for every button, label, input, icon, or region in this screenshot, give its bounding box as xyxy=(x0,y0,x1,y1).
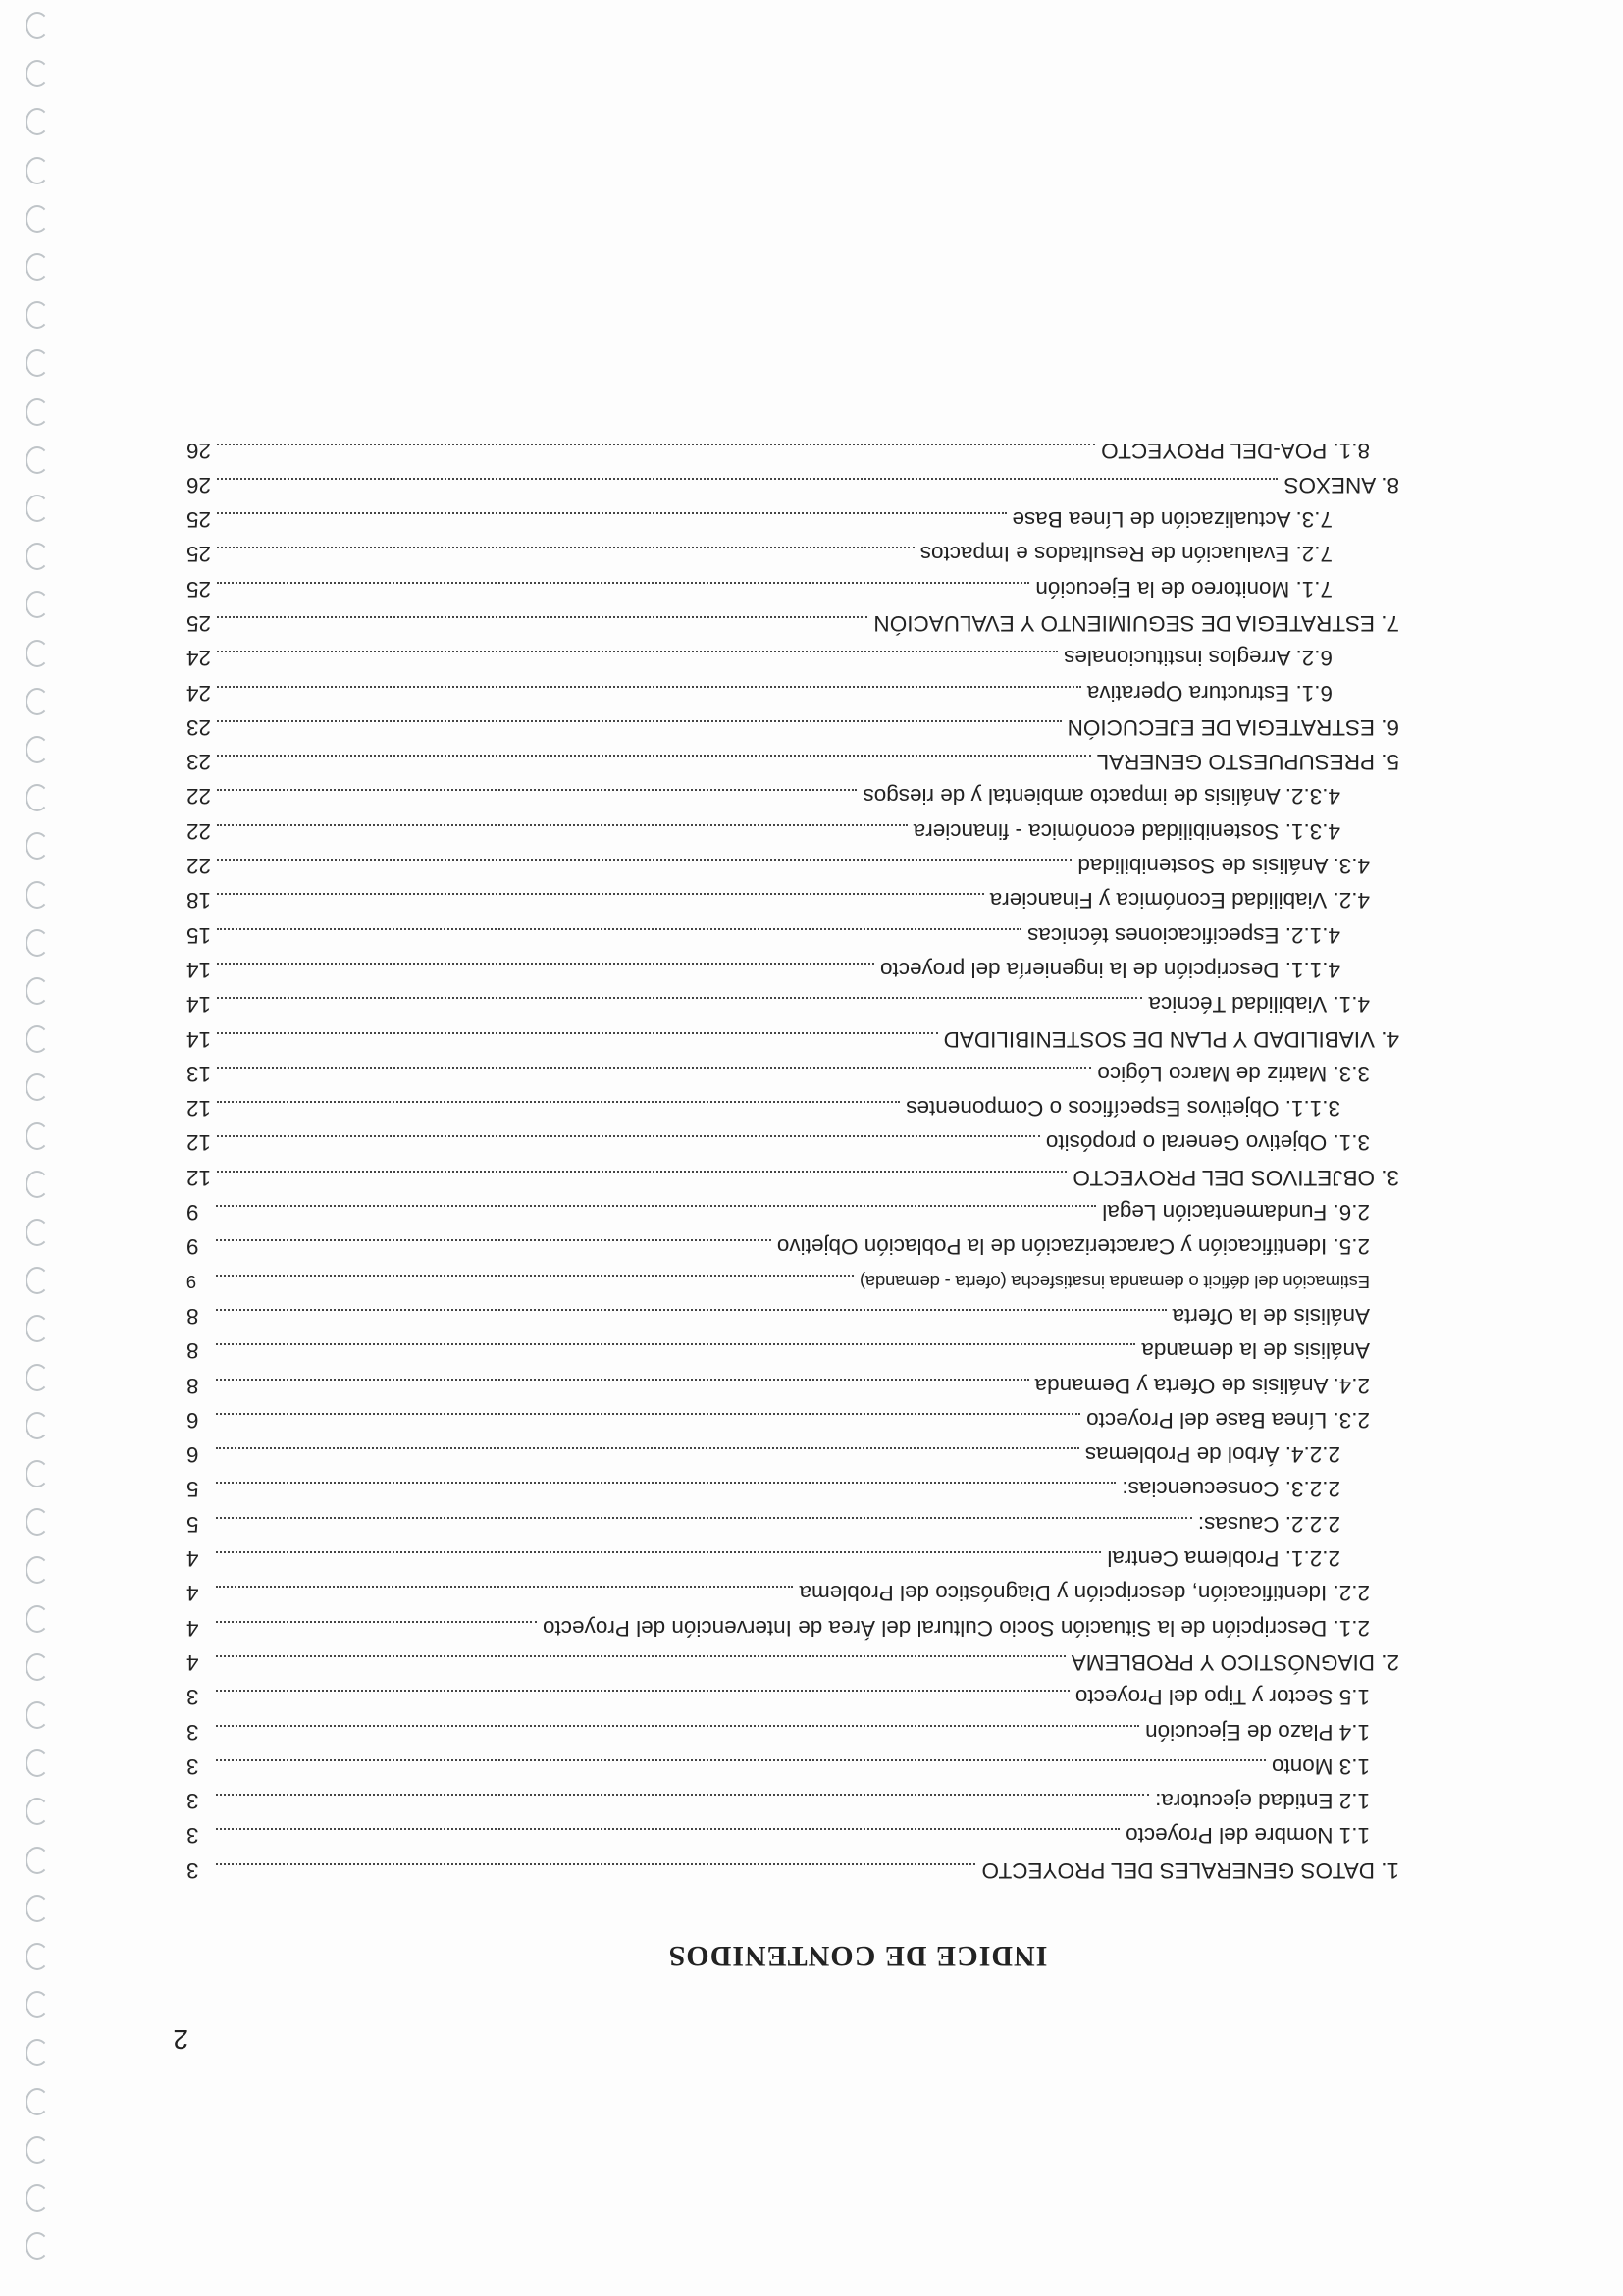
toc-entry xyxy=(186,1303,1399,1337)
toc-entry-page: 13 xyxy=(186,1061,212,1086)
toc-entry xyxy=(186,1719,1399,1753)
toc-leader-dots xyxy=(217,755,1091,757)
toc-leader-dots xyxy=(216,1275,854,1278)
toc-entry-label: 5. PRESUPUESTO GENERAL xyxy=(1096,750,1399,775)
toc-entry-page: 9 xyxy=(186,1200,199,1226)
toc-entry-label: 7.1. Monitoreo de la Ejecución xyxy=(1035,576,1333,601)
toc-entry xyxy=(186,506,1399,541)
toc-entry xyxy=(186,1373,1399,1407)
toc-entry-label: 3.3. Matriz de Marco Lógico xyxy=(1097,1061,1370,1086)
toc-leader-dots xyxy=(216,1725,1139,1728)
toc-leader-dots xyxy=(217,1135,1040,1138)
toc-entry-label: 1.2 Entidad ejecutora: xyxy=(1155,1789,1370,1814)
toc-entry xyxy=(186,610,1399,645)
toc-entry-label: 4.2. Viabilidad Económica y Financiera xyxy=(989,888,1370,913)
toc-entry-page: 9 xyxy=(186,1271,197,1292)
toc-leader-dots xyxy=(217,1101,900,1104)
toc-entry xyxy=(186,1337,1399,1372)
toc-entry-label: 2.5. Identificación y Caracterización de la Población Objetivo xyxy=(776,1234,1370,1260)
toc-entry-label: 2.2. Identificación, descripción y Diagnóstico del Problema xyxy=(799,1581,1370,1606)
toc-entry xyxy=(186,957,1399,991)
toc-entry-label: 8.1. POA-DEL PROYECTO xyxy=(1101,438,1370,463)
toc-leader-dots xyxy=(216,1863,975,1866)
toc-leader-dots xyxy=(217,928,1021,931)
toc-entry-label: 3.1.1. Objetivos Específicos o Componentes xyxy=(906,1096,1340,1122)
toc-entry-page: 3 xyxy=(186,1857,199,1883)
toc-entry xyxy=(186,784,1399,818)
toc-entry-label: 8. ANEXOS xyxy=(1283,472,1399,497)
toc-entry xyxy=(186,472,1399,506)
toc-leader-dots xyxy=(216,1239,771,1242)
toc-entry-page: 4 xyxy=(186,1615,199,1641)
toc-leader-dots xyxy=(216,1205,1096,1208)
toc-entry xyxy=(186,887,1399,921)
toc-leader-dots xyxy=(217,1171,1067,1174)
toc-leader-dots xyxy=(217,651,1058,653)
toc-leader-dots xyxy=(217,790,857,793)
toc-leader-dots xyxy=(216,1343,1135,1346)
toc-entry xyxy=(186,853,1399,887)
toc-entry-page: 22 xyxy=(186,854,212,879)
toc-leader-dots xyxy=(216,1413,1080,1416)
toc-entry-page: 25 xyxy=(186,611,212,637)
toc-entry xyxy=(186,680,1399,714)
toc-entry-page: 4 xyxy=(186,1581,199,1606)
toc-entry-label: Análisis de la Oferta xyxy=(1172,1303,1370,1329)
toc-entry-page: 3 xyxy=(186,1823,199,1849)
toc-leader-dots xyxy=(217,686,1081,689)
toc-entry-page: 6 xyxy=(186,1442,199,1468)
toc-entry-label: 6.2. Arreglos institucionales xyxy=(1064,646,1333,671)
toc-entry-label: 2.1. Descripción de la Situación Socio Cultural del Área de Intervención del Proyecto xyxy=(543,1615,1370,1641)
toc-entry-label: 4.1. Viabilidad Técnica xyxy=(1148,992,1370,1018)
toc-entry-label: Análisis de la demanda xyxy=(1141,1338,1370,1364)
toc-entry-label: 2.2.4. Árbol de Problemas xyxy=(1084,1442,1340,1468)
toc-leader-dots xyxy=(216,1447,1079,1450)
toc-entry-label: 2.2.2. Causas: xyxy=(1197,1511,1340,1537)
toc-entry-page: 9 xyxy=(186,1234,199,1260)
toc-entry xyxy=(186,922,1399,957)
toc-entry xyxy=(186,1788,1399,1822)
toc-entry-page: 15 xyxy=(186,922,212,948)
toc-entry xyxy=(186,1407,1399,1441)
toc-entry-page: 26 xyxy=(186,438,212,463)
toc-entry-page: 5 xyxy=(186,1511,199,1537)
toc-leader-dots xyxy=(217,478,1278,481)
toc-entry-label: 1.1 Nombre del Proyecto xyxy=(1126,1823,1370,1849)
toc-entry xyxy=(186,1233,1399,1268)
toc-leader-dots xyxy=(216,1828,1120,1831)
toc-entry xyxy=(186,749,1399,783)
toc-entry-page: 12 xyxy=(186,1096,212,1122)
toc-entry-page: 22 xyxy=(186,818,212,844)
toc-entry xyxy=(186,1580,1399,1614)
toc-entry-label: 2.3. Línea Base del Proyecto xyxy=(1086,1407,1370,1433)
toc-entry-page: 5 xyxy=(186,1477,199,1502)
toc-entry xyxy=(186,541,1399,575)
toc-entry xyxy=(186,1545,1399,1580)
toc-leader-dots xyxy=(216,1379,1029,1382)
toc-entry-page: 3 xyxy=(186,1789,199,1814)
toc-entry-page: 14 xyxy=(186,1026,212,1052)
toc-entry-label: 6. ESTRATEGIA DE EJECUCIÓN xyxy=(1067,714,1399,740)
toc-entry-page: 14 xyxy=(186,957,212,982)
toc-leader-dots xyxy=(217,859,1072,861)
page-number: 2 xyxy=(173,2024,188,2055)
toc-leader-dots xyxy=(216,1551,1101,1554)
toc-leader-dots xyxy=(217,616,867,619)
toc-entry-page: 25 xyxy=(186,542,212,567)
toc-entry xyxy=(186,1753,1399,1788)
toc-leader-dots xyxy=(217,824,908,827)
toc-entry-page: 8 xyxy=(186,1303,199,1329)
toc-entry-label: 4.3.1. Sostenibilidad económica - financiera xyxy=(913,818,1340,844)
toc-leader-dots xyxy=(216,1655,1066,1658)
toc-leader-dots xyxy=(216,1517,1192,1520)
toc-leader-dots xyxy=(216,1482,1116,1485)
toc-leader-dots xyxy=(216,1759,1266,1762)
toc-entry-page: 26 xyxy=(186,472,212,497)
toc-entry-page: 14 xyxy=(186,992,212,1018)
toc-leader-dots xyxy=(217,997,1142,1000)
toc-entry-label: 2.2.3. Consecuencias: xyxy=(1122,1477,1340,1502)
toc-entry-page: 18 xyxy=(186,888,212,913)
toc-entry-page: 3 xyxy=(186,1719,199,1745)
toc-entry xyxy=(186,1615,1399,1649)
toc-entry-page: 22 xyxy=(186,784,212,809)
table-of-contents xyxy=(186,438,1399,1892)
toc-leader-dots xyxy=(217,1032,938,1035)
toc-entry-label: 1.3 Monto xyxy=(1271,1753,1370,1779)
toc-leader-dots xyxy=(217,547,915,549)
toc-entry-page: 12 xyxy=(186,1165,212,1190)
toc-entry xyxy=(186,1199,1399,1233)
toc-entry xyxy=(186,1649,1399,1684)
toc-entry xyxy=(186,1165,1399,1199)
toc-entry-label: 6.1. Estructura Operativa xyxy=(1086,680,1333,705)
toc-entry-label: 1.4 Plazo de Ejecución xyxy=(1145,1719,1370,1745)
toc-entry-page: 24 xyxy=(186,680,212,705)
toc-leader-dots xyxy=(216,1621,537,1624)
toc-entry-label: 3.1. Objetivo General o propósito xyxy=(1045,1130,1370,1156)
toc-entry xyxy=(186,1822,1399,1856)
toc-entry-label: 1.5 Sector y Tipo del Proyecto xyxy=(1074,1685,1370,1710)
toc-leader-dots xyxy=(217,720,1062,723)
toc-entry-page: 4 xyxy=(186,1546,199,1572)
toc-entry-page: 23 xyxy=(186,714,212,740)
toc-entry xyxy=(186,714,1399,749)
toc-entry-label: 7.2. Evaluación de Resultados e Impactos xyxy=(919,542,1333,567)
toc-leader-dots xyxy=(216,1309,1167,1312)
toc-leader-dots xyxy=(216,1690,1070,1693)
toc-entry-page: 8 xyxy=(186,1373,199,1398)
toc-entry xyxy=(186,1095,1399,1129)
toc-entry-page: 8 xyxy=(186,1338,199,1364)
toc-entry xyxy=(186,1269,1399,1303)
toc-entry-label: 4.1.1. Descripción de la ingeniería del proyecto xyxy=(879,957,1340,982)
toc-entry-page: 23 xyxy=(186,750,212,775)
toc-entry-label: 3. OBJETIVOS DEL PROYECTO xyxy=(1073,1165,1399,1190)
toc-leader-dots xyxy=(216,1586,793,1589)
toc-entry-label: 1. DATOS GENERALES DEL PROYECTO xyxy=(981,1857,1399,1883)
toc-leader-dots xyxy=(217,1067,1091,1070)
toc-leader-dots xyxy=(216,1794,1149,1797)
toc-entry-page: 25 xyxy=(186,576,212,601)
toc-entry-page: 3 xyxy=(186,1753,199,1779)
toc-entry xyxy=(186,1026,1399,1061)
page-title: INDICE DE CONTENIDOS xyxy=(667,1940,1048,1972)
toc-entry-page: 4 xyxy=(186,1649,199,1675)
toc-leader-dots xyxy=(217,512,1006,515)
toc-entry xyxy=(186,645,1399,679)
toc-entry xyxy=(186,1857,1399,1892)
toc-entry xyxy=(186,576,1399,610)
toc-entry-label: 4.3. Análisis de Sostenibilidad xyxy=(1077,854,1370,879)
toc-entry xyxy=(186,1511,1399,1545)
toc-entry-label: 2.6. Fundamentación Legal xyxy=(1102,1200,1370,1226)
toc-entry xyxy=(186,1129,1399,1164)
toc-entry xyxy=(186,1441,1399,1476)
toc-entry-page: 12 xyxy=(186,1130,212,1156)
toc-entry-page: 3 xyxy=(186,1685,199,1710)
toc-entry-page: 25 xyxy=(186,507,212,533)
toc-leader-dots xyxy=(217,582,1029,585)
toc-entry xyxy=(186,1684,1399,1718)
toc-entry-label: 2. DIAGNÓSTICO Y PROBLEMA xyxy=(1071,1649,1399,1675)
toc-entry xyxy=(186,1476,1399,1510)
toc-entry xyxy=(186,438,1399,472)
toc-entry-label: Estimación del déficit o demanda insatisfecha (oferta - demanda) xyxy=(860,1271,1370,1292)
toc-entry-label: 7.3. Actualización de Línea Base xyxy=(1012,507,1333,533)
toc-entry xyxy=(186,818,1399,853)
toc-entry-label: 4.1.2. Especificaciones técnicas xyxy=(1027,922,1340,948)
toc-leader-dots xyxy=(217,444,1095,446)
toc-entry-label: 7. ESTRATEGIA DE SEGUIMIENTO Y EVALUACIÓN xyxy=(873,611,1399,637)
toc-entry xyxy=(186,991,1399,1025)
toc-entry xyxy=(186,1061,1399,1095)
toc-leader-dots xyxy=(217,963,874,965)
toc-entry-label: 2.2.1. Problema Central xyxy=(1107,1546,1340,1572)
toc-entry-label: 2.4. Análisis de Oferta y Demanda xyxy=(1034,1373,1370,1398)
toc-entry-page: 24 xyxy=(186,646,212,671)
toc-leader-dots xyxy=(217,893,984,896)
toc-entry-page: 6 xyxy=(186,1407,199,1433)
toc-entry-label: 4. VIABILIDAD Y PLAN DE SOSTENIBILIDAD xyxy=(943,1026,1399,1052)
toc-entry-label: 4.3.2. Análisis de impacto ambiental y de riesgos xyxy=(863,784,1340,809)
